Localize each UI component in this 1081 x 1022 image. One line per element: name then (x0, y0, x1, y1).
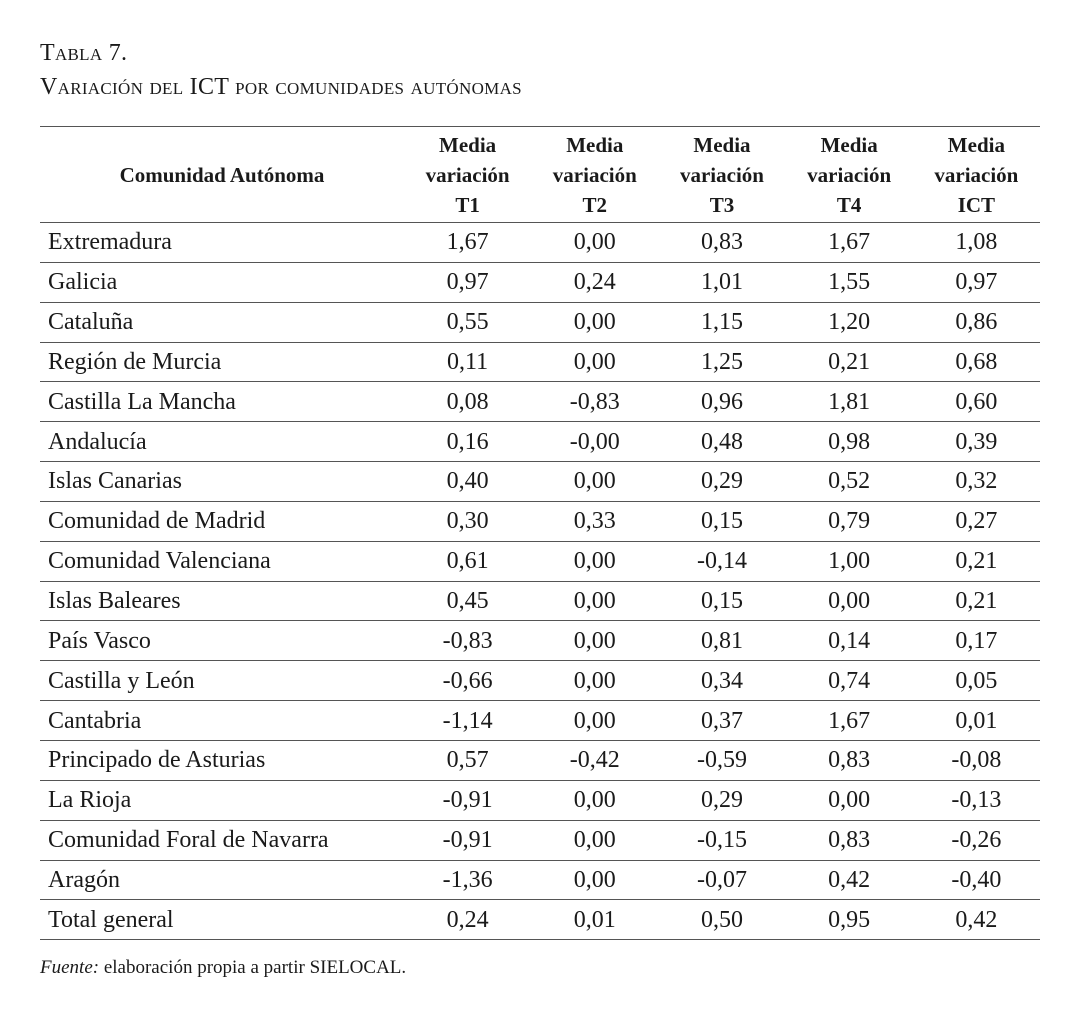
cell-t1: 0,40 (404, 462, 531, 502)
cell-comunidad: Castilla y León (40, 661, 404, 701)
cell-t1: -1,36 (404, 860, 531, 900)
cell-t4: 0,79 (786, 501, 913, 541)
ict-variation-table (40, 126, 1040, 940)
cell-ict: -0,40 (913, 860, 1040, 900)
cell-comunidad: La Rioja (40, 780, 404, 820)
table-row (40, 422, 1040, 462)
cell-t4: 0,21 (786, 342, 913, 382)
cell-t4: 1,81 (786, 382, 913, 422)
table-row (40, 382, 1040, 422)
cell-t3: 0,34 (658, 661, 785, 701)
cell-t2: 0,00 (531, 780, 658, 820)
cell-t3: 0,29 (658, 780, 785, 820)
header-t3-line2: variación (679, 162, 764, 187)
cell-comunidad: Aragón (40, 860, 404, 900)
table-row-total (40, 900, 1040, 940)
cell-t1: -0,66 (404, 661, 531, 701)
cell-comunidad: Islas Canarias (40, 462, 404, 502)
cell-t2: 0,24 (531, 262, 658, 302)
header-t2 (531, 127, 658, 223)
header-t1-line1: Media (439, 132, 497, 157)
cell-t1: 0,08 (404, 382, 531, 422)
header-t2-line1: Media (566, 132, 624, 157)
cell-t2: 0,00 (531, 302, 658, 342)
cell-t1: 0,11 (404, 342, 531, 382)
cell-t4: 0,00 (786, 780, 913, 820)
table-row (40, 302, 1040, 342)
cell-t3: 0,48 (658, 422, 785, 462)
cell-t2: 0,00 (531, 661, 658, 701)
cell-ict: 0,60 (913, 382, 1040, 422)
table-row (40, 820, 1040, 860)
cell-t1: 0,45 (404, 581, 531, 621)
cell-comunidad: Cantabria (40, 701, 404, 741)
cell-ict: 0,27 (913, 501, 1040, 541)
cell-comunidad: Andalucía (40, 422, 404, 462)
cell-t4: 0,52 (786, 462, 913, 502)
table-row (40, 262, 1040, 302)
cell-t2: 0,33 (531, 501, 658, 541)
cell-t1: 0,24 (404, 900, 531, 940)
table-caption (40, 36, 1040, 104)
cell-t1: -0,83 (404, 621, 531, 661)
table-row (40, 661, 1040, 701)
cell-comunidad: Total general (40, 900, 404, 940)
header-t1-line2: variación (425, 162, 510, 187)
cell-comunidad: Cataluña (40, 302, 404, 342)
cell-comunidad: Principado de Asturias (40, 740, 404, 780)
cell-t4: 0,42 (786, 860, 913, 900)
cell-t4: 0,74 (786, 661, 913, 701)
header-comunidad: Comunidad Autónoma (40, 127, 404, 223)
cell-t2: 0,00 (531, 541, 658, 581)
cell-t3: 0,96 (658, 382, 785, 422)
table-row (40, 701, 1040, 741)
cell-comunidad: Extremadura (40, 223, 404, 263)
source-text: elaboración propia a partir SIELOCAL. (99, 957, 407, 978)
cell-ict: -0,26 (913, 820, 1040, 860)
cell-t1: -1,14 (404, 701, 531, 741)
header-t2-line3: T2 (582, 192, 608, 217)
header-t4 (786, 127, 913, 223)
cell-t3: 1,01 (658, 262, 785, 302)
cell-t1: 0,30 (404, 501, 531, 541)
cell-t4: 1,67 (786, 701, 913, 741)
table-header (40, 127, 1040, 223)
cell-t1: 0,55 (404, 302, 531, 342)
header-t2-line2: variación (552, 162, 637, 187)
table-row (40, 462, 1040, 502)
cell-t2: 0,00 (531, 462, 658, 502)
cell-t1: 0,97 (404, 262, 531, 302)
cell-comunidad: País Vasco (40, 621, 404, 661)
table-row (40, 860, 1040, 900)
cell-t1: 0,16 (404, 422, 531, 462)
header-t4-line3: T4 (836, 192, 862, 217)
header-ict-line3: ICT (957, 192, 996, 217)
cell-t3: 1,15 (658, 302, 785, 342)
cell-t4: 0,83 (786, 740, 913, 780)
cell-t2: 0,00 (531, 860, 658, 900)
table-row (40, 541, 1040, 581)
cell-ict: -0,08 (913, 740, 1040, 780)
cell-t2: 0,00 (531, 820, 658, 860)
cell-t2: 0,00 (531, 701, 658, 741)
cell-t1: 0,61 (404, 541, 531, 581)
cell-t3: -0,07 (658, 860, 785, 900)
cell-ict: 0,21 (913, 581, 1040, 621)
cell-ict: 0,42 (913, 900, 1040, 940)
cell-t4: 0,98 (786, 422, 913, 462)
cell-t4: 1,67 (786, 223, 913, 263)
cell-comunidad: Comunidad Valenciana (40, 541, 404, 581)
cell-t3: 0,15 (658, 501, 785, 541)
cell-t1: 0,57 (404, 740, 531, 780)
cell-t4: 1,00 (786, 541, 913, 581)
cell-comunidad: Región de Murcia (40, 342, 404, 382)
table-row (40, 581, 1040, 621)
cell-t2: -0,42 (531, 740, 658, 780)
cell-ict: 0,39 (913, 422, 1040, 462)
cell-comunidad: Comunidad Foral de Navarra (40, 820, 404, 860)
cell-t2: 0,01 (531, 900, 658, 940)
cell-t1: -0,91 (404, 820, 531, 860)
cell-t2: -0,83 (531, 382, 658, 422)
cell-t2: 0,00 (531, 223, 658, 263)
cell-t3: -0,15 (658, 820, 785, 860)
table-row (40, 740, 1040, 780)
header-ict-line1: Media (947, 132, 1005, 157)
cell-t4: 1,20 (786, 302, 913, 342)
cell-t1: -0,91 (404, 780, 531, 820)
table-title: Variación del ICT por comunidades autónomas (40, 74, 522, 100)
header-t3-line1: Media (693, 132, 751, 157)
table-row (40, 501, 1040, 541)
header-t4-line1: Media (820, 132, 878, 157)
header-ict-line2: variación (934, 162, 1019, 187)
cell-t4: 0,00 (786, 581, 913, 621)
cell-ict: 0,21 (913, 541, 1040, 581)
table-number: Tabla 7. (40, 40, 128, 66)
cell-ict: 0,05 (913, 661, 1040, 701)
table-row (40, 780, 1040, 820)
cell-ict: 0,68 (913, 342, 1040, 382)
cell-ict: 1,08 (913, 223, 1040, 263)
cell-comunidad: Comunidad de Madrid (40, 501, 404, 541)
cell-t2: 0,00 (531, 621, 658, 661)
cell-ict: 0,17 (913, 621, 1040, 661)
cell-t4: 0,95 (786, 900, 913, 940)
cell-t3: 0,83 (658, 223, 785, 263)
cell-comunidad: Castilla La Mancha (40, 382, 404, 422)
cell-t4: 0,83 (786, 820, 913, 860)
cell-t3: 0,29 (658, 462, 785, 502)
cell-ict: 0,97 (913, 262, 1040, 302)
table-body (40, 223, 1040, 940)
cell-t2: -0,00 (531, 422, 658, 462)
cell-t2: 0,00 (531, 342, 658, 382)
cell-t3: 0,50 (658, 900, 785, 940)
cell-t3: 0,81 (658, 621, 785, 661)
header-t4-line2: variación (807, 162, 892, 187)
cell-ict: 0,86 (913, 302, 1040, 342)
header-t3-line3: T3 (709, 192, 735, 217)
cell-t3: -0,14 (658, 541, 785, 581)
cell-t3: 0,37 (658, 701, 785, 741)
cell-ict: 0,32 (913, 462, 1040, 502)
header-t3 (658, 127, 785, 223)
table-row (40, 223, 1040, 263)
cell-t1: 1,67 (404, 223, 531, 263)
table-row (40, 621, 1040, 661)
cell-t3: 1,25 (658, 342, 785, 382)
cell-comunidad: Islas Baleares (40, 581, 404, 621)
cell-t2: 0,00 (531, 581, 658, 621)
header-t1-line3: T1 (455, 192, 480, 217)
header-row (40, 127, 1040, 223)
cell-t4: 1,55 (786, 262, 913, 302)
table-row (40, 342, 1040, 382)
cell-ict: -0,13 (913, 780, 1040, 820)
cell-ict: 0,01 (913, 701, 1040, 741)
table-source-note (40, 955, 406, 981)
cell-t4: 0,14 (786, 621, 913, 661)
cell-t3: 0,15 (658, 581, 785, 621)
cell-t3: -0,59 (658, 740, 785, 780)
source-label: Fuente: (40, 957, 100, 978)
header-t1 (404, 127, 531, 223)
header-ict (913, 127, 1040, 223)
cell-comunidad: Galicia (40, 262, 404, 302)
